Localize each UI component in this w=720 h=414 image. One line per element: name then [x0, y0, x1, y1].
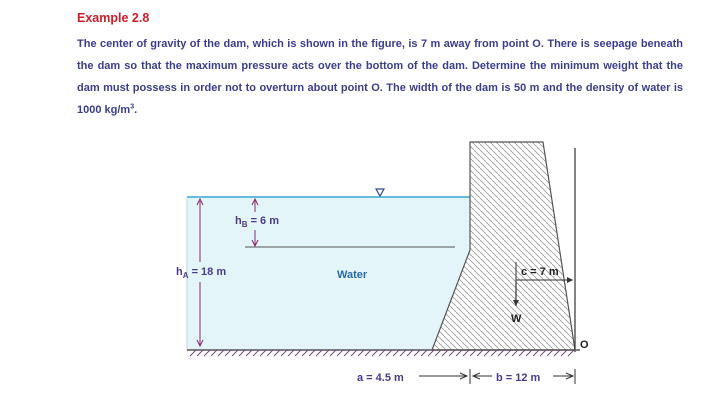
- o-label: O: [580, 339, 589, 351]
- ground-hatch: [190, 350, 574, 356]
- hb-label: $h_B = 6$ m: [235, 215, 280, 229]
- water-level-symbol: [376, 189, 384, 196]
- c-label: c = 7 m: [521, 266, 559, 278]
- problem-period: .: [134, 104, 138, 116]
- w-label: W: [511, 313, 522, 325]
- b-label: b = 12 m: [496, 372, 541, 384]
- a-label: a = 4.5 m: [357, 372, 404, 384]
- problem-text: The center of gravity of the dam, which is shown in the figure, is 7 m away from point O. There is seepage beneath the dam so that the maximum pressure acts over the bottom of the dam. Determine the minimum weight that the dam must possess in order not to overturn about point O. The width of the dam is 50 m and the density of water is 1000 kg/m: [77, 38, 683, 116]
- water-region: [187, 197, 470, 350]
- example-title: Example 2.8: [77, 11, 150, 25]
- superscript-3: 3: [130, 103, 135, 111]
- water-label: Water: [337, 269, 368, 281]
- ha-label: $h_A = 18$ m: [176, 266, 227, 280]
